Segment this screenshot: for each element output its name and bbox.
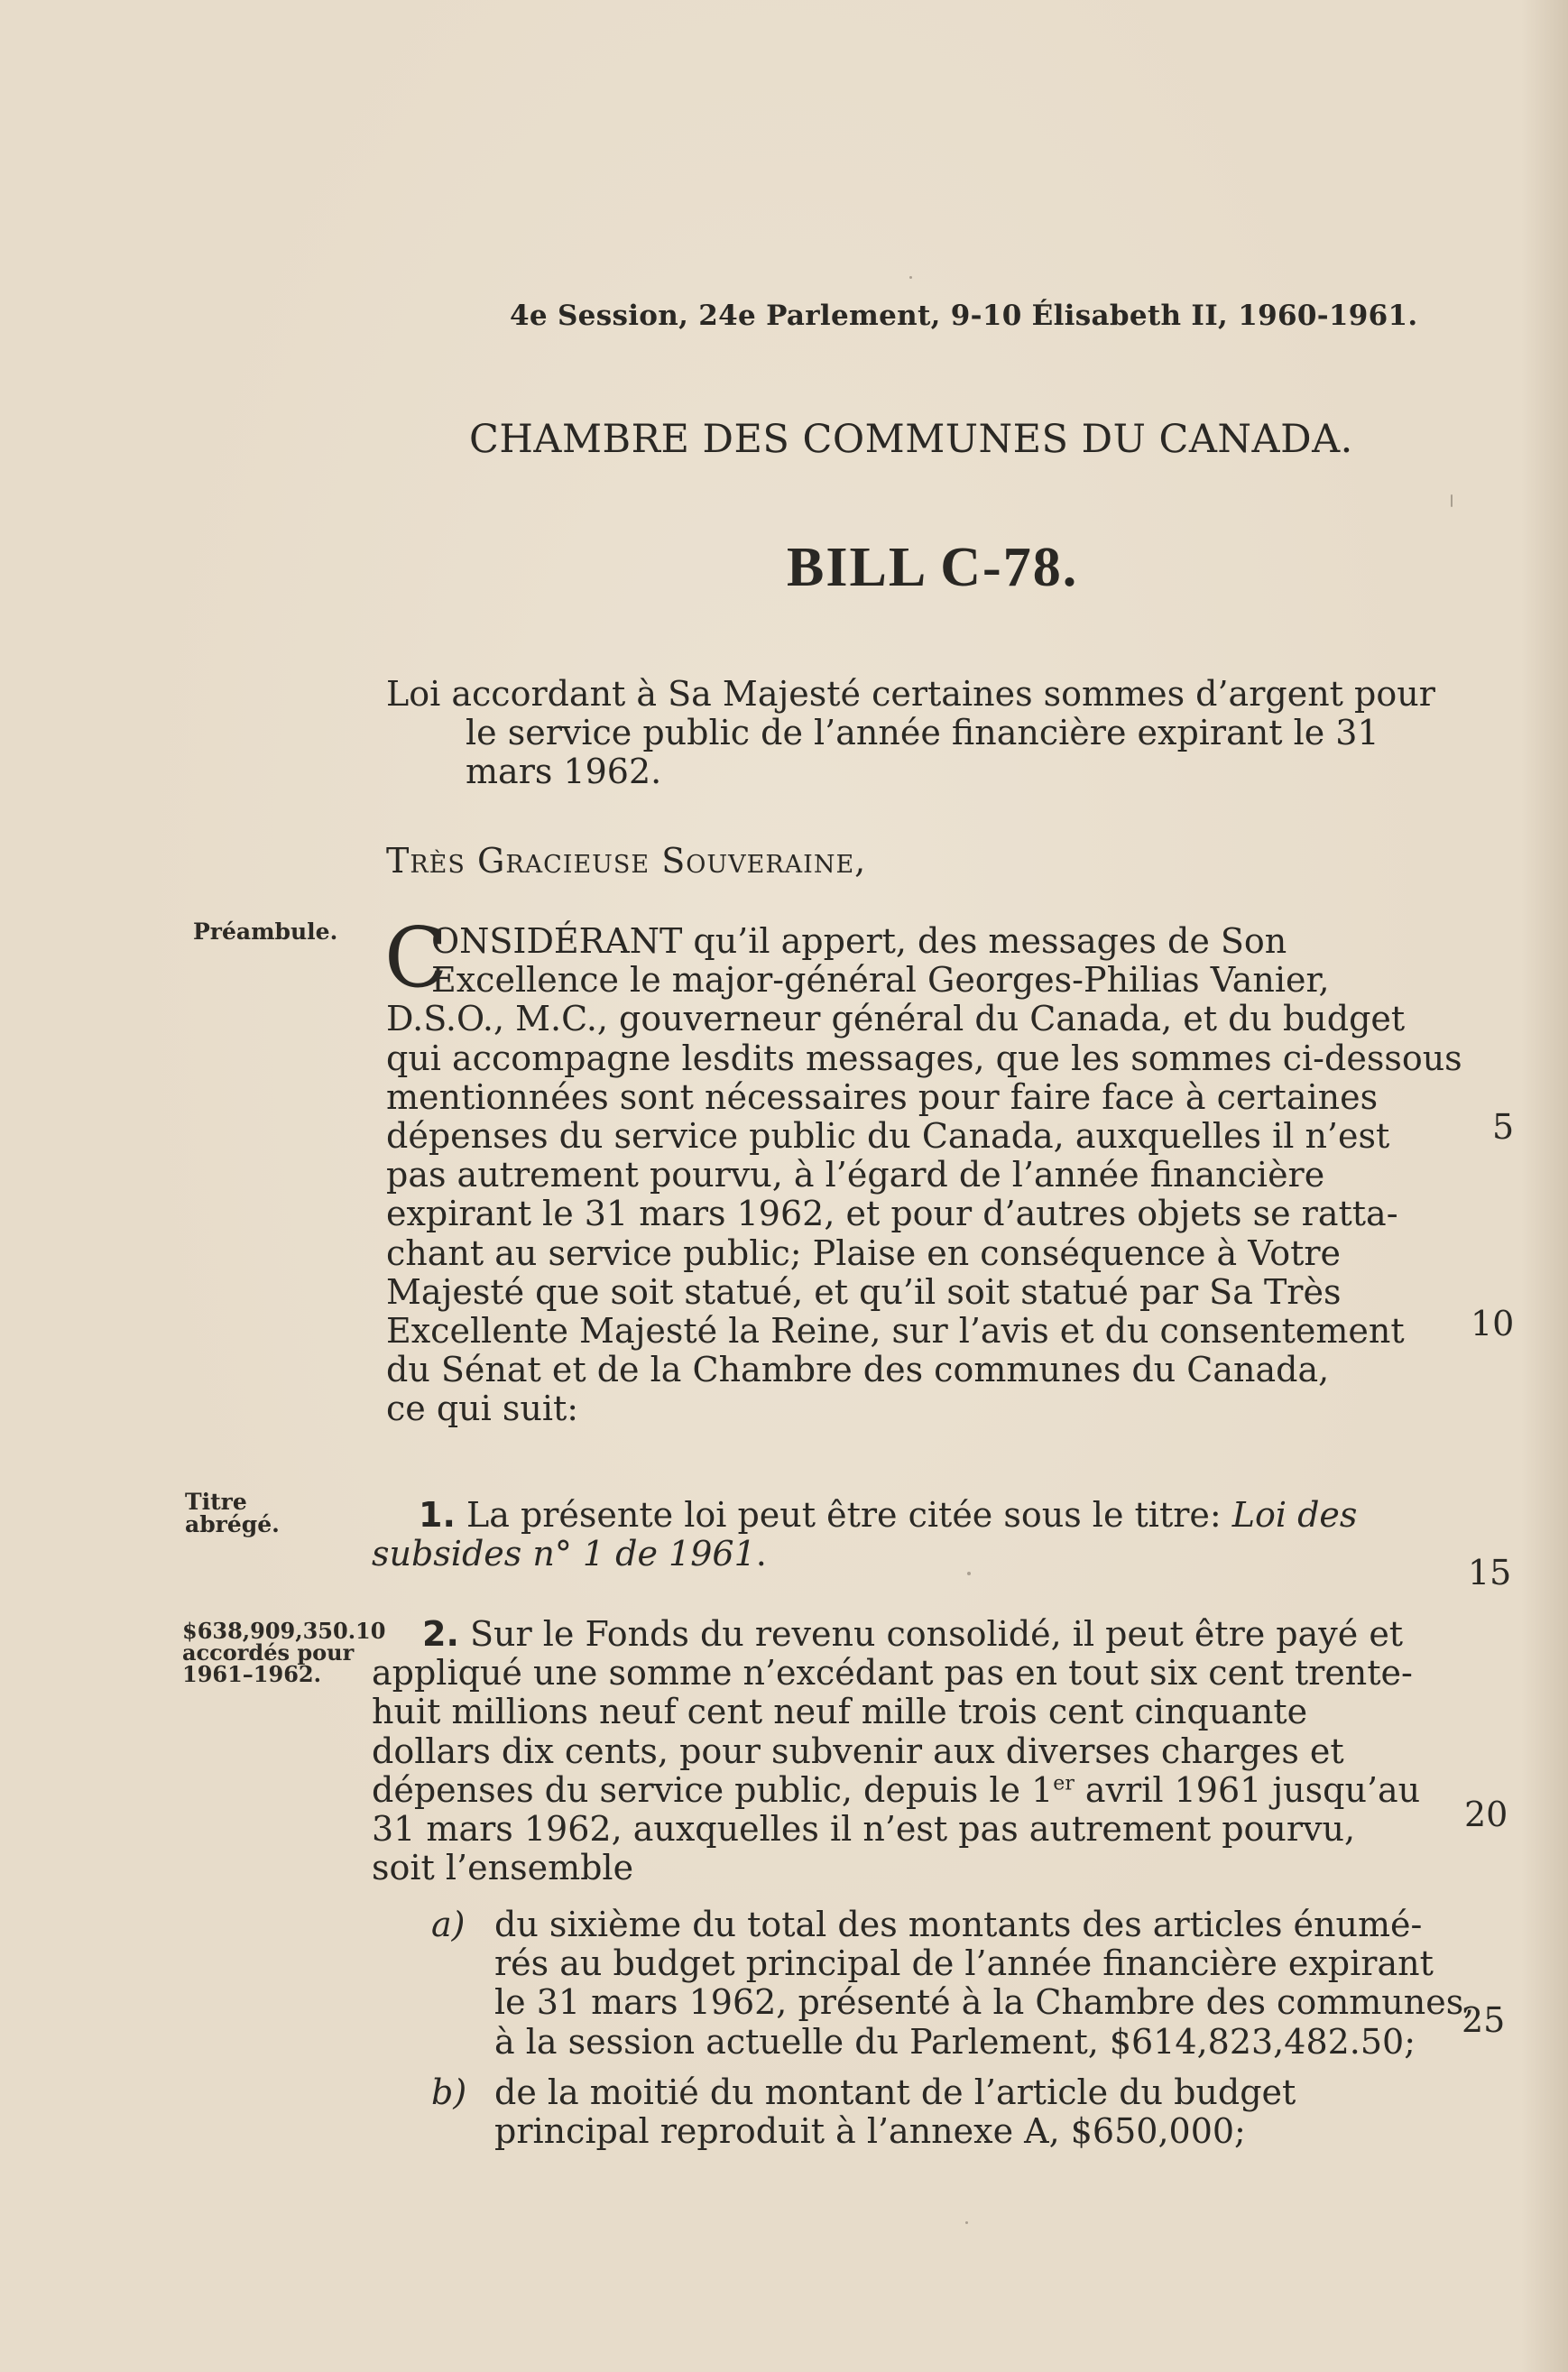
session-header: 4e Session, 24e Parlement, 9-10 Élisabeth II, 1960-1961. [510,300,1418,332]
clause-line [372,1535,1357,1574]
preamble-line: qui accompagne lesdits messages, que les sommes ci-dessous [386,1038,1462,1078]
clause-line: 31 mars 1962, auxquelles il n’est pas autrement pourvu, [372,1809,1356,1850]
margin-note-amount [182,1618,386,1687]
preamble-paragraph [384,909,1462,1429]
clause-line [372,1771,1420,1810]
drop-cap: C [384,909,448,1006]
long-title-line: le service public de l’année financière expirant le 31 [466,713,1379,752]
clause-italic: Loi des [1231,1495,1358,1535]
margin-note-line: abrégé. [185,1511,280,1537]
paper-speck [909,276,912,279]
item-line: du sixième du total des montants des articles énumé- [494,1905,1423,1944]
paper-speck [1451,494,1453,507]
clause-line [372,1496,1357,1535]
line-number: 25 [1462,2000,1506,2040]
superscript: er [1053,1772,1075,1795]
preamble-line: expirant le 31 mars 1962, et pour d’autres objets se ratta- [386,1194,1398,1234]
clause-line: huit millions neuf cent neuf mille trois cent cinquante [372,1692,1308,1732]
preamble-line: pas autrement pourvu, à l’égard de l’année financière [386,1155,1325,1195]
clause-line: dollars dix cents, pour subvenir aux diverses charges et [372,1731,1344,1771]
preamble-line: du Sénat et de la Chambre des communes du Canada, [386,1350,1330,1390]
item-line: à la session actuelle du Parlement, $614,823,482.50; [494,2021,1416,2062]
clause-1 [372,1496,1357,1574]
preamble-line: chant au service public; Plaise en conséquence à Votre [386,1232,1342,1273]
long-title-line: Loi accordant à Sa Majesté certaines sommes d’argent pour [386,674,1435,714]
preamble-line: Excellence le major-général Georges-Philias Vanier, [431,960,1330,1001]
bill-number: BILL C-78. [787,537,1079,598]
preamble-line: Majesté que soit statué, et qu’il soit statué par Sa Très [386,1271,1342,1312]
preamble-line: ce qui suit: [386,1389,579,1429]
line-number: 5 [1492,1107,1515,1147]
clause-italic: subsides n° 1 de 1961 [372,1534,756,1574]
preamble-line: mentionnées sont nécessaires pour faire face à certaines [386,1076,1379,1117]
item-line: principal reproduit à l’annexe A, $650,000; [494,2111,1246,2152]
line-number: 15 [1468,1553,1512,1592]
clause-number: 2. [422,1614,459,1654]
margin-note-line: Titre [185,1489,247,1515]
clause-text: Sur le Fonds du revenu consolidé, il peut être payé et [458,1614,1404,1654]
line-number: 20 [1464,1795,1508,1834]
line-number: 10 [1471,1304,1515,1343]
long-title [386,675,1469,791]
item-line: de la moitié du montant de l’article du budget [494,2072,1296,2112]
margin-note-line: $638,909,350.10 [182,1618,386,1644]
preamble-line: D.S.O., M.C., gouverneur général du Canada, et du budget [386,999,1406,1039]
item-b [431,2073,1296,2151]
item-a [431,1906,1474,2062]
clause-line: appliqué une somme n’excédant pas en tout six cent trente- [372,1653,1413,1694]
clause-2 [372,1615,1420,1887]
margin-note-line: accordés pour [182,1639,355,1666]
preamble-line: dépenses du service public du Canada, auxquelles il n’est [386,1116,1390,1157]
clause-line: soit l’ensemble [372,1848,634,1888]
preamble-line: Excellente Majesté la Reine, sur l’avis et du consentement [386,1311,1405,1352]
margin-note-short-title [185,1491,311,1536]
clause-text: . [755,1534,767,1574]
item-line: le 31 mars 1962, présenté à la Chambre des communes, [494,1982,1475,2023]
margin-note-preamble: Préambule. [193,918,338,945]
preamble-line: ONSIDÉRANT qu’il appert, des messages de Son [431,921,1287,961]
clause-text: avril 1961 jusqu’au [1074,1769,1421,1810]
clause-line [372,1615,1420,1654]
salutation: Très Gracieuse Souveraine, [386,841,867,881]
clause-number: 1. [419,1495,456,1535]
item-label: b) [431,2072,467,2112]
chamber-heading: CHAMBRE DES COMMUNES DU CANADA. [469,417,1353,462]
long-title-line: mars 1962. [466,752,662,791]
margin-note-line: 1961–1962. [182,1661,321,1687]
paper-speck [967,1572,971,1575]
paper-speck [965,2221,968,2224]
clause-text: dépenses du service public, depuis le 1 [372,1769,1054,1810]
clause-text: La présente loi peut être citée sous le titre: [455,1495,1232,1535]
item-line: rés au budget principal de l’année financière expirant [494,1943,1434,1984]
item-label: a) [431,1905,466,1944]
